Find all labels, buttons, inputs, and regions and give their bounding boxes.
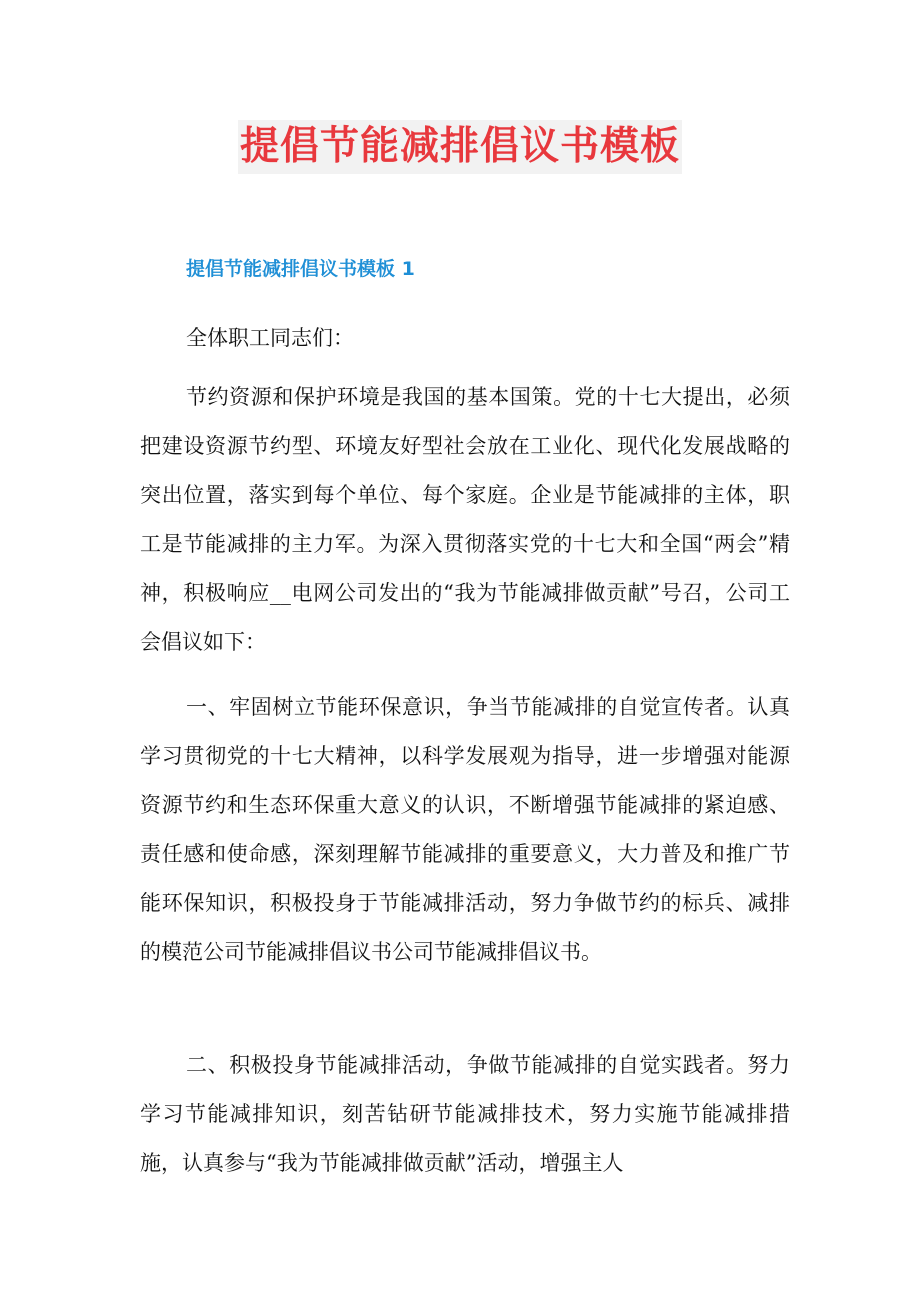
section-heading: 提倡节能减排倡议书模板 1 [186, 258, 415, 280]
body-paragraph-3: 二、积极投身节能减排活动，争做节能减排的自觉实践者。努力学习节能减排知识，刻苦钻研节能减排技术，努力实施节能减排措施，认真参与“我为节能减排做贡献”活动，增强主人 [140, 1053, 790, 1175]
document-title [0, 120, 920, 174]
document-title-text: 提倡节能减排倡议书模板 [238, 120, 682, 174]
body-paragraph-2: 一、牢固树立节能环保意识，争当节能减排的自觉宣传者。认真学习贯彻党的十七大精神，以科学发展观为指导，进一步增强对能源资源节约和生态环保重大意义的认识，不断增强节能减排的紧迫感、责任感和使命感，深刻理解节能减排的重要意义，大力普及和推广节能环保知识，积极投身于节能减排活动，努力争做节约的标兵、减排的模范公司节能减排倡议书公司节能减排倡议书。 [140, 695, 790, 964]
body-paragraph-1: 节约资源和保护环境是我国的基本国策。党的十七大提出，必须把建设资源节约型、环境友好型社会放在工业化、现代化发展战略的突出位置，落实到每个单位、每个家庭。企业是节能减排的主体，职工是节能减排的主力军。为深入贯彻落实党的十七大和全国“两会”精神，积极响应__电网公司发出的“我为节能减排做贡献”号召，公司工会倡议如下： [140, 385, 790, 654]
greeting-paragraph: 全体职工同志们： [186, 326, 354, 350]
